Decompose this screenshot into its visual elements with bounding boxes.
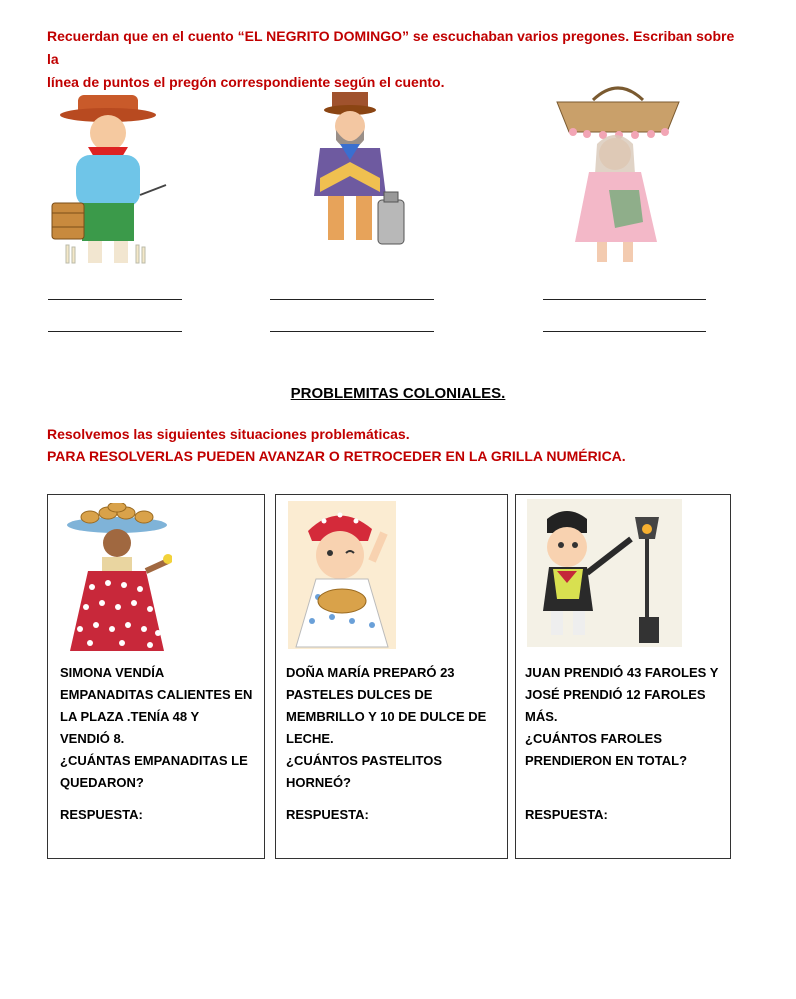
- problem-text: DOÑA MARÍA PREPARÓ 23 PASTELES DULCES DE MEMBRILLO Y 10 DE DULCE DE LECHE. ¿CUÁNTOS PASTELITOS HORNEÓ?: [286, 665, 487, 790]
- writing-line[interactable]: [270, 331, 434, 332]
- lamplighter-illustration: [527, 499, 682, 647]
- problem-card-3: [515, 494, 731, 859]
- writing-line[interactable]: [48, 331, 182, 332]
- problem-text: SIMONA VENDÍA EMPANADITAS CALIENTES EN LA PLAZA .TENÍA 48 Y VENDIÓ 8. ¿CUÁNTAS EMPANADITAS LE QUEDARON?: [60, 665, 253, 790]
- section-title: PROBLEMITAS COLONIALES.: [290, 385, 506, 402]
- instructions-line-2: PARA RESOLVERLAS PUEDEN AVANZAR O RETROCEDER EN LA GRILLA NUMÉRICA.: [47, 448, 626, 464]
- intro-line-1: Recuerdan que en el cuento “EL NEGRITO DOMINGO” se escuchaban varios pregones. Escriban sobre la: [47, 28, 735, 67]
- basket-vendor-figure: [553, 82, 683, 272]
- answer-label: RESPUESTA:: [525, 807, 608, 822]
- pastry-maker-illustration: [288, 501, 396, 649]
- instructions-line-1: Resolvemos las siguientes situaciones problemáticas.: [47, 426, 410, 442]
- writing-line[interactable]: [48, 299, 182, 300]
- milkman-figure: [300, 88, 410, 258]
- answer-label: RESPUESTA:: [60, 807, 143, 822]
- problem-card-2: [275, 494, 508, 859]
- problem-card-1: [47, 494, 265, 859]
- answer-label: RESPUESTA:: [286, 807, 369, 822]
- writing-line[interactable]: [270, 299, 434, 300]
- problem-text: JUAN PRENDIÓ 43 FAROLES Y JOSÉ PRENDIÓ 12 FAROLES MÁS. ¿CUÁNTOS FAROLES PRENDIERON EN TOTAL?: [525, 665, 719, 768]
- writing-line[interactable]: [543, 299, 706, 300]
- empanada-vendor-illustration: [62, 503, 172, 653]
- writing-line[interactable]: [543, 331, 706, 332]
- intro-line-2: línea de puntos el pregón correspondiente según el cuento.: [47, 74, 445, 90]
- candle-seller-figure: [48, 85, 168, 270]
- problem-instructions: [47, 423, 626, 467]
